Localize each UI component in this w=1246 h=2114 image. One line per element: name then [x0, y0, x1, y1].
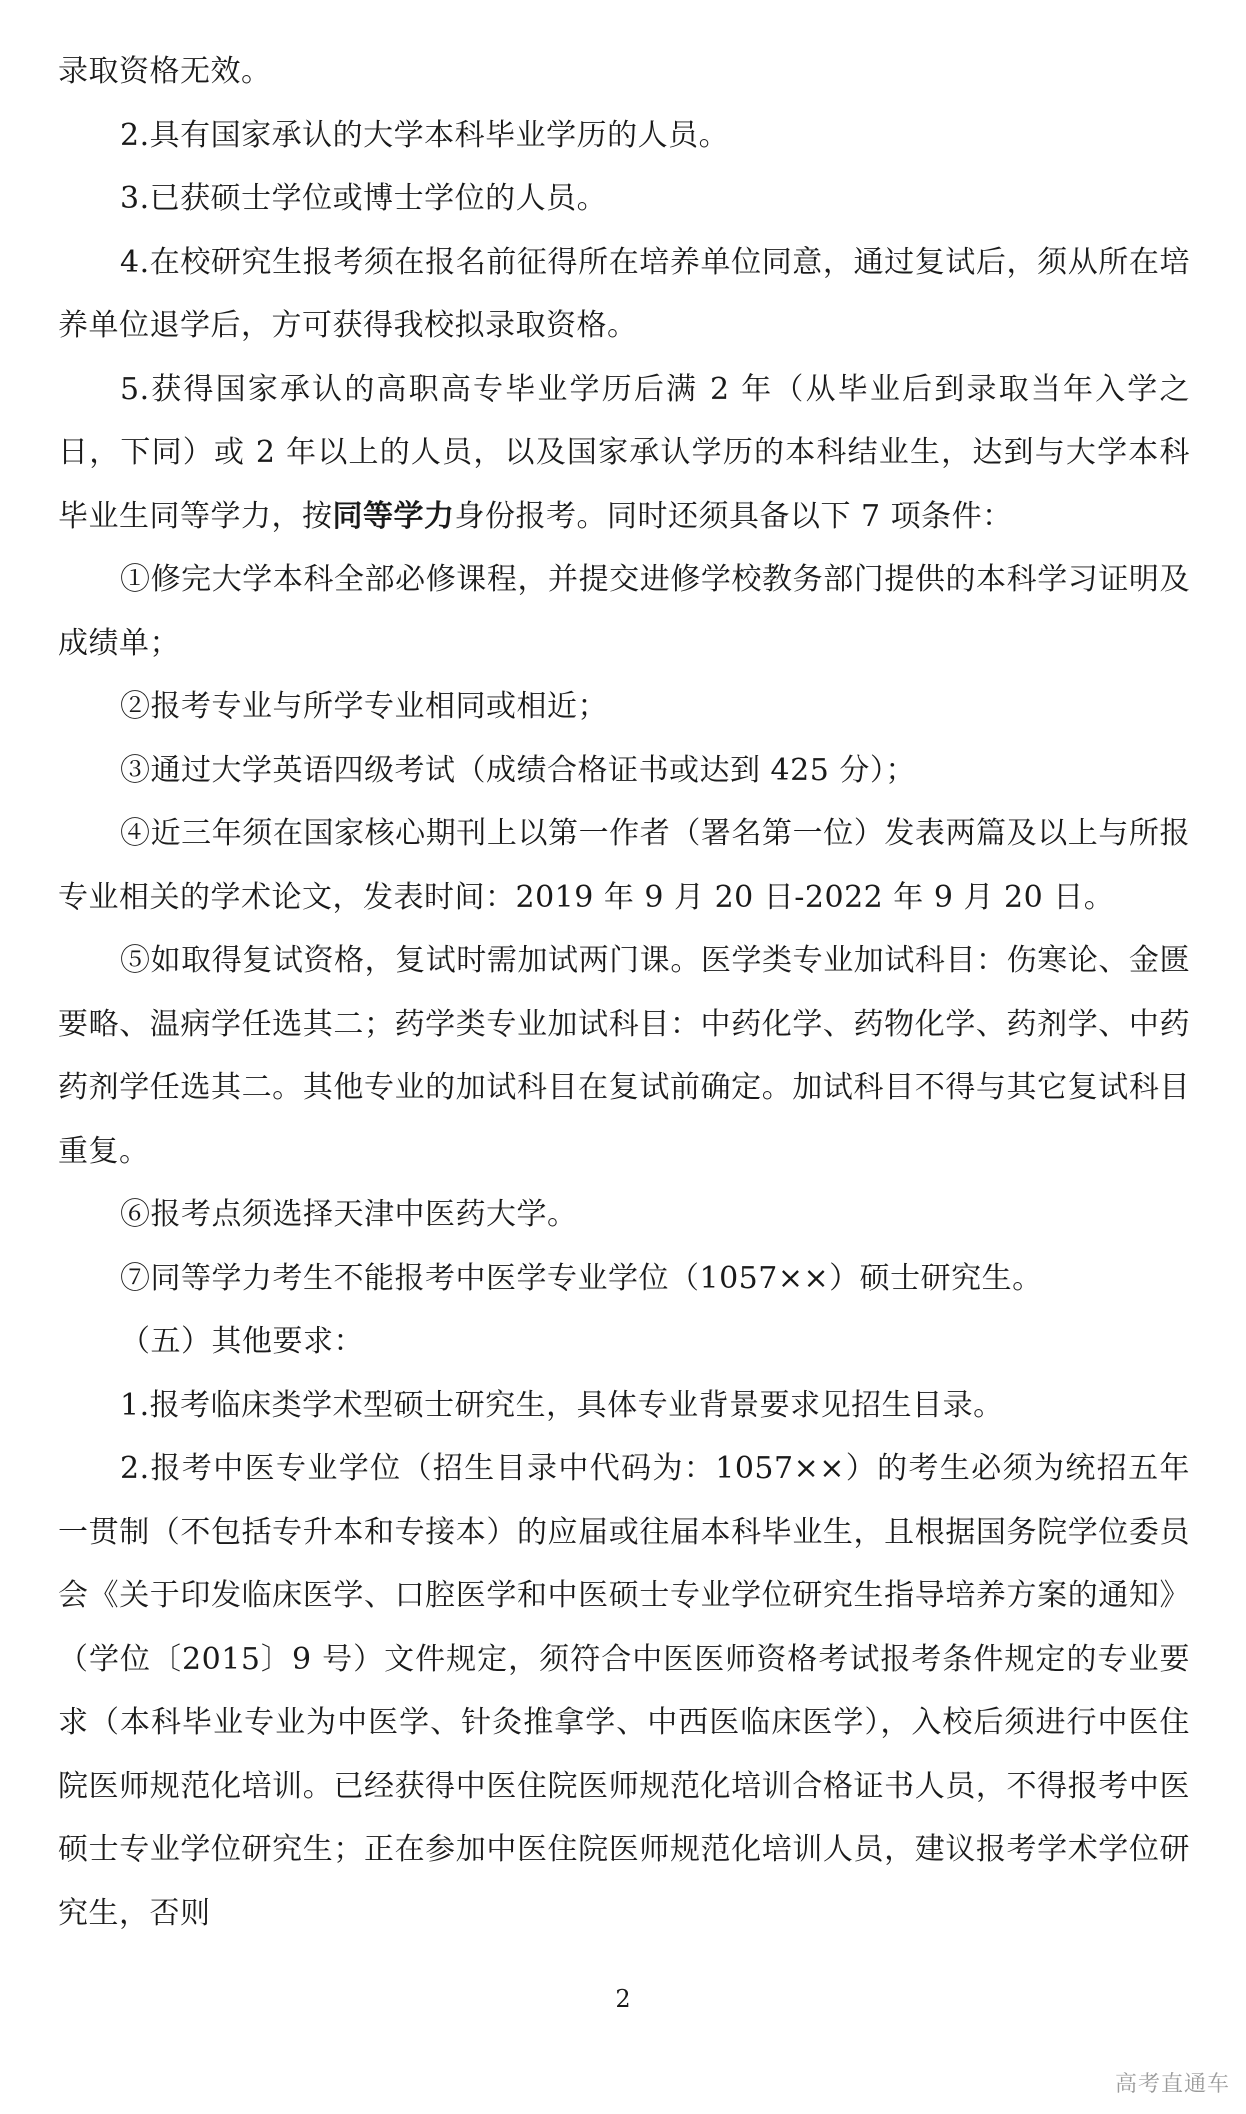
paragraph-text: ③通过大学英语四级考试（成绩合格证书或达到 425 分）； [120, 752, 916, 788]
paragraph-item-4 [58, 231, 1190, 358]
section-heading-other-requirements [58, 1310, 1190, 1374]
paragraph-text: 4.在校研究生报考须在报名前征得所在培养单位同意，通过复试后，须从所在培养单位退学后，方可获得我校拟录取资格。 [58, 244, 1190, 343]
paragraph-text: ④近三年须在国家核心期刊上以第一作者（署名第一位）发表两篇及以上与所报专业相关的学术论文，发表时间：2019 年 9 月 20 日-2022 年 9 月 20 日。 [58, 816, 1190, 915]
section-heading: （五）其他要求： [120, 1324, 364, 1359]
paragraph-text: ②报考专业与所学专业相同或相近； [120, 689, 608, 724]
condition-1 [58, 548, 1190, 675]
bold-emphasis: 同等学力 [332, 498, 455, 534]
requirement-1 [58, 1374, 1190, 1438]
paragraph-text: ⑥报考点须选择天津中医药大学。 [120, 1197, 578, 1232]
document-body [58, 40, 1190, 1945]
paragraph-text: ⑦同等学力考生不能报考中医学专业学位（1057××）硕士研究生。 [120, 1260, 1043, 1296]
paragraph-item-5 [58, 358, 1190, 549]
requirement-2 [58, 1437, 1190, 1945]
condition-3 [58, 739, 1190, 803]
paragraph-text: 身份报考。同时还须具备以下 7 项条件： [454, 498, 1013, 534]
condition-7 [58, 1247, 1190, 1311]
condition-4 [58, 802, 1190, 929]
paragraph-text: 录取资格无效。 [58, 54, 272, 89]
condition-6 [58, 1183, 1190, 1247]
paragraph-text: 2.具有国家承认的大学本科毕业学历的人员。 [120, 117, 730, 153]
paragraph-text: 3.已获硕士学位或博士学位的人员。 [120, 181, 608, 216]
paragraph-item-2 [58, 104, 1190, 168]
paragraph-text: 2.报考中医专业学位（招生目录中代码为：1057××）的考生必须为统招五年一贯制（不包括专升本和专接本）的应届或往届本科毕业生，且根据国务院学位委员会《关于印发临床医学、口腔医学和中医硕士专业学位研究生指导培养方案的通知》（学位〔2015〕9 号）文件规定，须符合中医医师资格考试报考条件规定的专业要求（本科毕业专业为中医学、针灸推拿学、中西医临床医学），入校后须进行中医住院医师规范化培训。已经获得中医住院医师规范化培训合格证书人员，不得报考中医硕士专业学位研究生；正在参加中医住院医师规范化培训人员，建议报考学术学位研究生，否则 [58, 1451, 1190, 1931]
paragraph-item-3 [58, 167, 1190, 231]
paragraph-continuation [58, 40, 1190, 104]
condition-2 [58, 675, 1190, 739]
watermark-logo-text: 高考直通车 [1114, 2072, 1230, 2097]
page-number: 2 [615, 1985, 631, 2013]
paragraph-text: 1.报考临床类学术型硕士研究生，具体专业背景要求见招生目录。 [120, 1387, 1004, 1423]
paragraph-text: ①修完大学本科全部必修课程，并提交进修学校教务部门提供的本科学习证明及成绩单； [58, 562, 1190, 661]
paragraph-text: 5.获得国家承认的高职高专毕业学历后满 2 年（从毕业后到录取当年入学之日，下同）或 2 年以上的人员，以及国家承认学历的本科结业生，达到与大学本科毕业生同等学力，按 [58, 371, 1190, 534]
paragraph-text: ⑤如取得复试资格，复试时需加试两门课。医学类专业加试科目：伤寒论、金匮要略、温病学任选其二；药学类专业加试科目：中药化学、药物化学、药剂学、中药药剂学任选其二。其他专业的加试科目在复试前确定。加试科目不得与其它复试科目重复。 [58, 943, 1190, 1169]
condition-5 [58, 929, 1190, 1183]
